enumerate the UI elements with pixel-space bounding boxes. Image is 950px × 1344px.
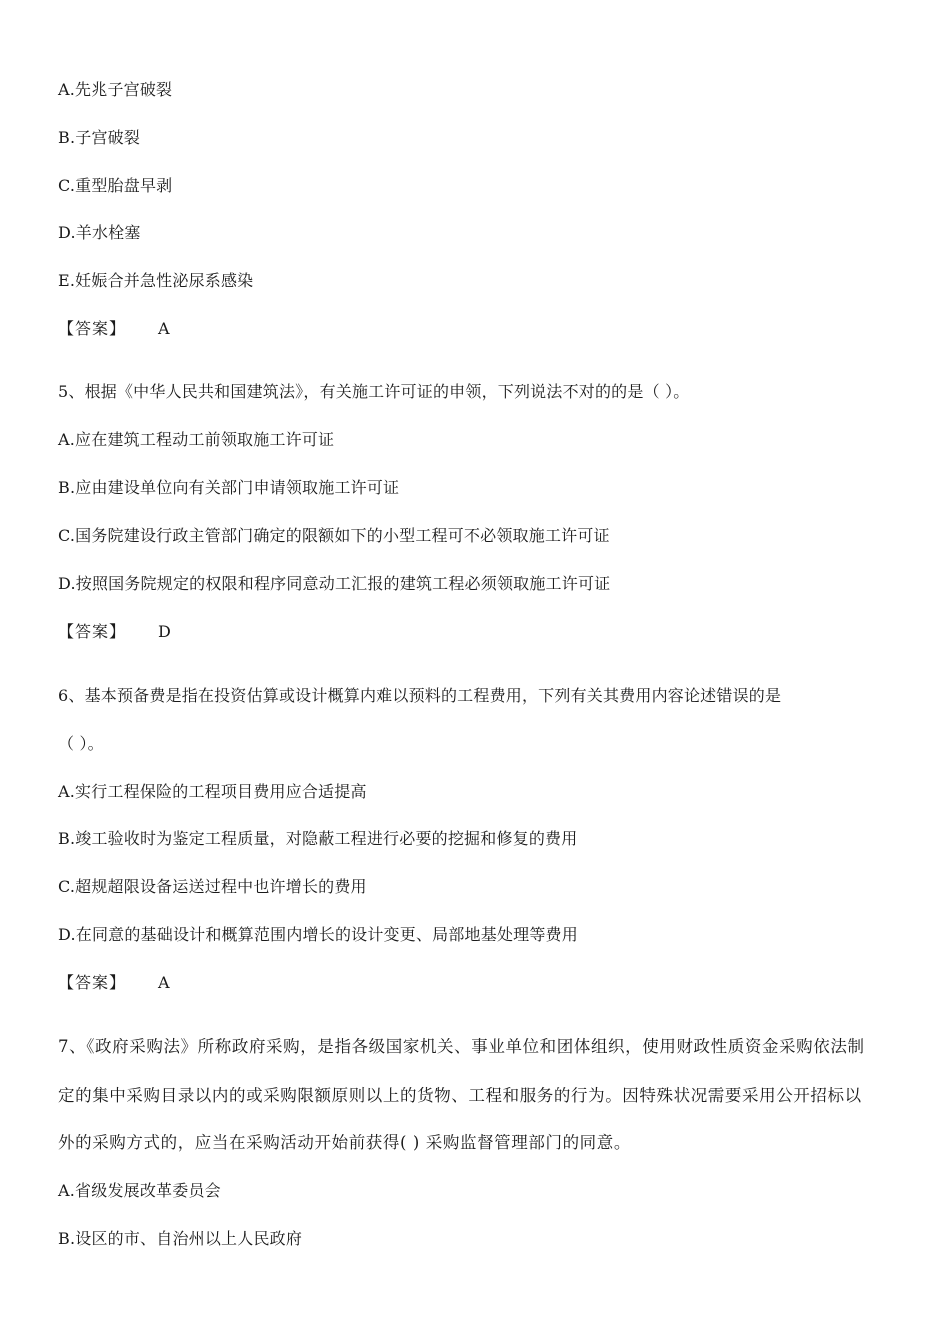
q6-stem-line-1: 6、基本预备费是指在投资估算或设计概算内难以预料的工程费用，下列有关其费用内容论述错误的是 <box>58 686 782 705</box>
q4-option-b: B.子宫破裂 <box>58 128 141 147</box>
q6-option-c: C.超规超限设备运送过程中也许增长的费用 <box>58 877 367 896</box>
q5-stem: 5、根据《中华人民共和国建筑法》，有关施工许可证的申领，下列说法不对的的是（ ）。 <box>58 382 690 401</box>
q6-option-b: B.竣工验收时为鉴定工程质量，对隐蔽工程进行必要的挖掘和修复的费用 <box>58 829 578 848</box>
q4-option-a: A.先兆子宫破裂 <box>58 80 173 99</box>
q7-stem-line-1: 7、《政府采购法》所称政府采购，是指各级国家机关、事业单位和团体组织，使用财政性质资金采购依法制 <box>58 1037 865 1056</box>
q6-stem-line-2: （ ）。 <box>58 734 104 753</box>
answer-label: 【答案】 <box>58 319 127 338</box>
q5-option-b: B.应由建设单位向有关部门申请领取施工许可证 <box>58 478 400 497</box>
q4-option-c: C.重型胎盘早剥 <box>58 176 173 195</box>
q6-option-d: D.在同意的基础设计和概算范围内增长的设计变更、局部地基处理等费用 <box>58 925 578 944</box>
q5-option-c: C.国务院建设行政主管部门确定的限额如下的小型工程可不必领取施工许可证 <box>58 526 610 545</box>
q4-option-d: D.羊水栓塞 <box>58 223 141 242</box>
q4-answer <box>58 317 170 341</box>
answer-label: 【答案】 <box>58 622 127 641</box>
q5-answer <box>58 620 171 644</box>
q7-option-b: B.设区的市、自治州以上人民政府 <box>58 1229 303 1248</box>
answer-value: A <box>158 973 170 992</box>
answer-label: 【答案】 <box>58 973 127 992</box>
q5-option-d: D.按照国务院规定的权限和程序同意动工汇报的建筑工程必须领取施工许可证 <box>58 574 611 593</box>
answer-value: D <box>158 622 172 641</box>
q7-stem-line-3: 外的采购方式的，应当在采购活动开始前获得( ) 采购监督管理部门的同意。 <box>58 1133 631 1152</box>
q7-stem-line-2: 定的集中采购目录以内的或采购限额原则以上的货物、工程和服务的行为。因特殊状况需要采用公开招标以 <box>58 1086 862 1105</box>
q4-option-e: E.妊娠合并急性泌尿系感染 <box>58 271 254 290</box>
q7-option-a: A.省级发展改革委员会 <box>58 1181 221 1200</box>
q6-answer <box>58 971 170 995</box>
answer-value: A <box>158 319 170 338</box>
q6-option-a: A.实行工程保险的工程项目费用应合适提高 <box>58 782 367 801</box>
q5-option-a: A.应在建筑工程动工前领取施工许可证 <box>58 430 335 449</box>
